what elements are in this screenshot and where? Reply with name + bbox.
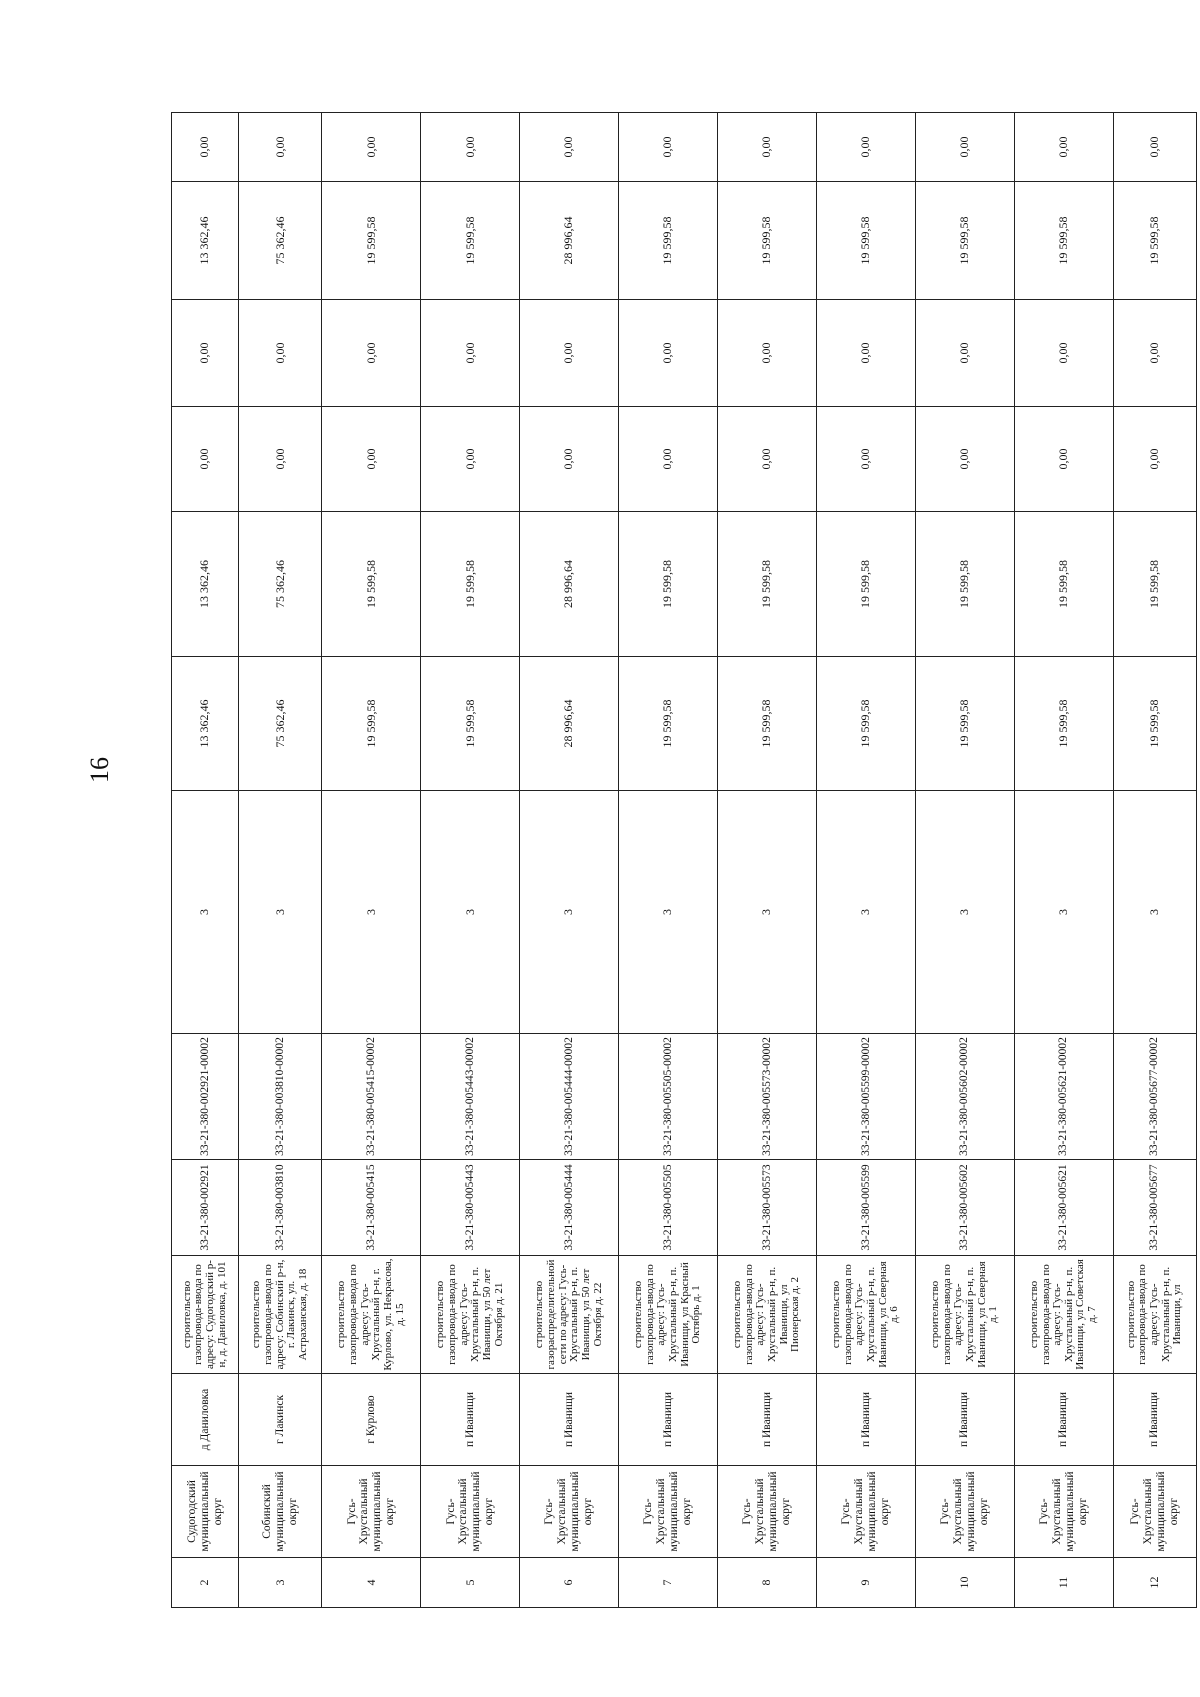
cell-settlement: п Иванищи bbox=[817, 1374, 916, 1466]
cell-value-5: 19 599,58 bbox=[1113, 182, 1196, 300]
cell-object-code: 33-21-380-002921 bbox=[172, 1160, 239, 1256]
cell-municipal-okrug: Гусь-Хрустальный муниципальный округ bbox=[619, 1466, 718, 1558]
cell-row-number: 9 bbox=[817, 1558, 916, 1608]
cell-work-description: строительство газопровода-ввода по адресу: Гусь-Хрустальный р-н, п. Иванищи, ул Северная д. 1 bbox=[915, 1256, 1014, 1374]
cell-settlement: п Иванищи bbox=[915, 1374, 1014, 1466]
cell-quantity: 3 bbox=[421, 791, 520, 1034]
table-row bbox=[322, 113, 421, 1608]
cell-value-4: 0,00 bbox=[239, 300, 322, 407]
cell-municipal-okrug: Судогодский муниципальный округ bbox=[172, 1466, 239, 1558]
cell-object-code: 33-21-380-005415 bbox=[322, 1160, 421, 1256]
cell-value-2: 19 599,58 bbox=[421, 512, 520, 657]
cell-work-description: строительство газопровода-ввода по адресу: Собинский р-н, г. Лакинск, ул. Астраханская, д. 18 bbox=[239, 1256, 322, 1374]
cell-object-code: 33-21-380-005573 bbox=[718, 1160, 817, 1256]
table-row bbox=[915, 113, 1014, 1608]
cell-value-4: 0,00 bbox=[619, 300, 718, 407]
cell-quantity: 3 bbox=[619, 791, 718, 1034]
cell-object-code: 33-21-380-003810 bbox=[239, 1160, 322, 1256]
cell-settlement: п Иванищи bbox=[619, 1374, 718, 1466]
cell-object-code: 33-21-380-005505 bbox=[619, 1160, 718, 1256]
table-row bbox=[421, 113, 520, 1608]
cell-work-description: строительство газораспределительной сети по адресу: Гусь-Хрустальный р-н, п. Иванищи, ул 50 лет Октября д. 22 bbox=[520, 1256, 619, 1374]
cell-value-4: 0,00 bbox=[322, 300, 421, 407]
cell-value-3: 0,00 bbox=[239, 407, 322, 512]
cell-work-description: строительство газопровода-ввода по адресу: Гусь-Хрустальный р-н, г. Курлово, ул. Некрасова, д. 15 bbox=[322, 1256, 421, 1374]
cell-value-5: 19 599,58 bbox=[322, 182, 421, 300]
cell-row-number: 7 bbox=[619, 1558, 718, 1608]
cell-value-4: 0,00 bbox=[172, 300, 239, 407]
cell-object-code-full: 33-21-380-005415-00002 bbox=[322, 1034, 421, 1160]
cell-work-description: строительство газопровода-ввода по адресу: Гусь-Хрустальный р-н, п. Иванищи, ул bbox=[1113, 1256, 1196, 1374]
cell-row-number: 11 bbox=[1014, 1558, 1113, 1608]
cell-work-description: строительство газопровода-ввода по адресу: Гусь-Хрустальный р-н, п. Иванищи, ул Красный Октябрь д. 1 bbox=[619, 1256, 718, 1374]
cell-quantity: 3 bbox=[520, 791, 619, 1034]
cell-quantity: 3 bbox=[1014, 791, 1113, 1034]
cell-municipal-okrug: Гусь-Хрустальный муниципальный округ bbox=[322, 1466, 421, 1558]
cell-work-description: строительство газопровода-ввода по адресу: Гусь-Хрустальный р-н, п. Иванищи, ул Советская д. 7 bbox=[1014, 1256, 1113, 1374]
cell-value-1: 19 599,58 bbox=[619, 657, 718, 791]
cell-municipal-okrug: Гусь-Хрустальный муниципальный округ bbox=[1113, 1466, 1196, 1558]
table-body bbox=[172, 113, 1197, 1608]
cell-value-2: 13 362,46 bbox=[172, 512, 239, 657]
cell-value-5: 19 599,58 bbox=[915, 182, 1014, 300]
cell-value-3: 0,00 bbox=[915, 407, 1014, 512]
cell-municipal-okrug: Гусь-Хрустальный муниципальный округ bbox=[520, 1466, 619, 1558]
cell-value-1: 19 599,58 bbox=[1113, 657, 1196, 791]
cell-object-code: 33-21-380-005444 bbox=[520, 1160, 619, 1256]
cell-value-6: 0,00 bbox=[1014, 113, 1113, 182]
cell-value-2: 19 599,58 bbox=[322, 512, 421, 657]
cell-value-6: 0,00 bbox=[718, 113, 817, 182]
cell-value-6: 0,00 bbox=[817, 113, 916, 182]
cell-value-6: 0,00 bbox=[619, 113, 718, 182]
cell-value-6: 0,00 bbox=[1113, 113, 1196, 182]
cell-object-code-full: 33-21-380-005599-00002 bbox=[817, 1034, 916, 1160]
cell-quantity: 3 bbox=[1113, 791, 1196, 1034]
cell-object-code-full: 33-21-380-005443-00002 bbox=[421, 1034, 520, 1160]
table-row bbox=[619, 113, 718, 1608]
cell-value-4: 0,00 bbox=[1113, 300, 1196, 407]
table-row bbox=[1113, 113, 1196, 1608]
cell-work-description: строительство газопровода-ввода по адресу: Гусь-Хрустальный р-н, п. Иванищи, ул Пионерская д. 2 bbox=[718, 1256, 817, 1374]
cell-value-6: 0,00 bbox=[322, 113, 421, 182]
data-table bbox=[171, 112, 1197, 1608]
cell-value-2: 75 362,46 bbox=[239, 512, 322, 657]
cell-value-3: 0,00 bbox=[1014, 407, 1113, 512]
cell-value-1: 75 362,46 bbox=[239, 657, 322, 791]
cell-municipal-okrug: Гусь-Хрустальный муниципальный округ bbox=[421, 1466, 520, 1558]
cell-value-1: 19 599,58 bbox=[915, 657, 1014, 791]
cell-row-number: 6 bbox=[520, 1558, 619, 1608]
cell-quantity: 3 bbox=[322, 791, 421, 1034]
cell-value-3: 0,00 bbox=[172, 407, 239, 512]
cell-settlement: п Иванищи bbox=[520, 1374, 619, 1466]
cell-value-3: 0,00 bbox=[817, 407, 916, 512]
cell-object-code-full: 33-21-380-005602-00002 bbox=[915, 1034, 1014, 1160]
table-row bbox=[1014, 113, 1113, 1608]
cell-value-3: 0,00 bbox=[718, 407, 817, 512]
cell-row-number: 4 bbox=[322, 1558, 421, 1608]
table-row bbox=[520, 113, 619, 1608]
cell-value-1: 19 599,58 bbox=[1014, 657, 1113, 791]
cell-value-3: 0,00 bbox=[421, 407, 520, 512]
cell-value-1: 13 362,46 bbox=[172, 657, 239, 791]
cell-settlement: п Иванищи bbox=[1014, 1374, 1113, 1466]
cell-quantity: 3 bbox=[915, 791, 1014, 1034]
cell-object-code: 33-21-380-005602 bbox=[915, 1160, 1014, 1256]
cell-municipal-okrug: Гусь-Хрустальный муниципальный округ bbox=[1014, 1466, 1113, 1558]
cell-value-2: 19 599,58 bbox=[1014, 512, 1113, 657]
cell-municipal-okrug: Собинский муниципальный округ bbox=[239, 1466, 322, 1558]
cell-value-2: 19 599,58 bbox=[817, 512, 916, 657]
cell-object-code-full: 33-21-380-005444-00002 bbox=[520, 1034, 619, 1160]
cell-value-6: 0,00 bbox=[915, 113, 1014, 182]
cell-value-1: 19 599,58 bbox=[817, 657, 916, 791]
cell-object-code: 33-21-380-005621 bbox=[1014, 1160, 1113, 1256]
cell-row-number: 3 bbox=[239, 1558, 322, 1608]
cell-settlement: п Иванищи bbox=[421, 1374, 520, 1466]
cell-value-2: 19 599,58 bbox=[915, 512, 1014, 657]
cell-object-code-full: 33-21-380-005505-00002 bbox=[619, 1034, 718, 1160]
cell-settlement: г Лакинск bbox=[239, 1374, 322, 1466]
cell-value-5: 19 599,58 bbox=[817, 182, 916, 300]
cell-value-6: 0,00 bbox=[239, 113, 322, 182]
cell-settlement: п Иванищи bbox=[718, 1374, 817, 1466]
cell-value-5: 19 599,58 bbox=[718, 182, 817, 300]
cell-row-number: 5 bbox=[421, 1558, 520, 1608]
cell-value-4: 0,00 bbox=[421, 300, 520, 407]
cell-municipal-okrug: Гусь-Хрустальный муниципальный округ bbox=[718, 1466, 817, 1558]
cell-value-6: 0,00 bbox=[172, 113, 239, 182]
table-row bbox=[718, 113, 817, 1608]
cell-value-3: 0,00 bbox=[1113, 407, 1196, 512]
cell-value-3: 0,00 bbox=[520, 407, 619, 512]
cell-settlement: г Курлово bbox=[322, 1374, 421, 1466]
cell-value-2: 19 599,58 bbox=[1113, 512, 1196, 657]
cell-value-4: 0,00 bbox=[1014, 300, 1113, 407]
cell-object-code: 33-21-380-005599 bbox=[817, 1160, 916, 1256]
cell-value-1: 28 996,64 bbox=[520, 657, 619, 791]
cell-row-number: 12 bbox=[1113, 1558, 1196, 1608]
cell-quantity: 3 bbox=[172, 791, 239, 1034]
cell-work-description: строительство газопровода-ввода по адресу: Гусь-Хрустальный р-н, п. Иванищи, ул 50 лет Октября д. 21 bbox=[421, 1256, 520, 1374]
cell-value-1: 19 599,58 bbox=[718, 657, 817, 791]
cell-value-5: 28 996,64 bbox=[520, 182, 619, 300]
cell-object-code-full: 33-21-380-005573-00002 bbox=[718, 1034, 817, 1160]
cell-quantity: 3 bbox=[718, 791, 817, 1034]
table-row bbox=[239, 113, 322, 1608]
cell-object-code: 33-21-380-005677 bbox=[1113, 1160, 1196, 1256]
cell-value-3: 0,00 bbox=[619, 407, 718, 512]
cell-value-5: 19 599,58 bbox=[421, 182, 520, 300]
cell-work-description: строительство газопровода-ввода по адресу: Гусь-Хрустальный р-н, п. Иванищи, ул Северная д. 6 bbox=[817, 1256, 916, 1374]
cell-value-5: 13 362,46 bbox=[172, 182, 239, 300]
cell-municipal-okrug: Гусь-Хрустальный муниципальный округ bbox=[915, 1466, 1014, 1558]
cell-value-2: 28 996,64 bbox=[520, 512, 619, 657]
cell-value-4: 0,00 bbox=[817, 300, 916, 407]
rotated-table-wrapper bbox=[171, 113, 1197, 1608]
cell-value-4: 0,00 bbox=[915, 300, 1014, 407]
cell-object-code-full: 33-21-380-002921-00002 bbox=[172, 1034, 239, 1160]
table-row bbox=[172, 113, 239, 1608]
cell-value-1: 19 599,58 bbox=[322, 657, 421, 791]
cell-work-description: строительство газопровода-ввода по адресу: Судогодский р-н, д. Даниловка, д. 101 bbox=[172, 1256, 239, 1374]
cell-row-number: 10 bbox=[915, 1558, 1014, 1608]
cell-object-code-full: 33-21-380-005677-00002 bbox=[1113, 1034, 1196, 1160]
cell-value-5: 75 362,46 bbox=[239, 182, 322, 300]
cell-row-number: 2 bbox=[172, 1558, 239, 1608]
cell-value-6: 0,00 bbox=[421, 113, 520, 182]
cell-object-code-full: 33-21-380-005621-00002 bbox=[1014, 1034, 1113, 1160]
cell-value-2: 19 599,58 bbox=[619, 512, 718, 657]
cell-value-6: 0,00 bbox=[520, 113, 619, 182]
cell-object-code: 33-21-380-005443 bbox=[421, 1160, 520, 1256]
cell-settlement: д Даниловка bbox=[172, 1374, 239, 1466]
cell-municipal-okrug: Гусь-Хрустальный муниципальный округ bbox=[817, 1466, 916, 1558]
cell-value-1: 19 599,58 bbox=[421, 657, 520, 791]
cell-settlement: п Иванищи bbox=[1113, 1374, 1196, 1466]
cell-value-5: 19 599,58 bbox=[619, 182, 718, 300]
cell-object-code-full: 33-21-380-003810-00002 bbox=[239, 1034, 322, 1160]
cell-quantity: 3 bbox=[239, 791, 322, 1034]
cell-value-4: 0,00 bbox=[718, 300, 817, 407]
cell-row-number: 8 bbox=[718, 1558, 817, 1608]
page-number: 16 bbox=[85, 757, 114, 783]
cell-value-3: 0,00 bbox=[322, 407, 421, 512]
cell-value-4: 0,00 bbox=[520, 300, 619, 407]
cell-value-5: 19 599,58 bbox=[1014, 182, 1113, 300]
table-row bbox=[817, 113, 916, 1608]
cell-value-2: 19 599,58 bbox=[718, 512, 817, 657]
cell-quantity: 3 bbox=[817, 791, 916, 1034]
